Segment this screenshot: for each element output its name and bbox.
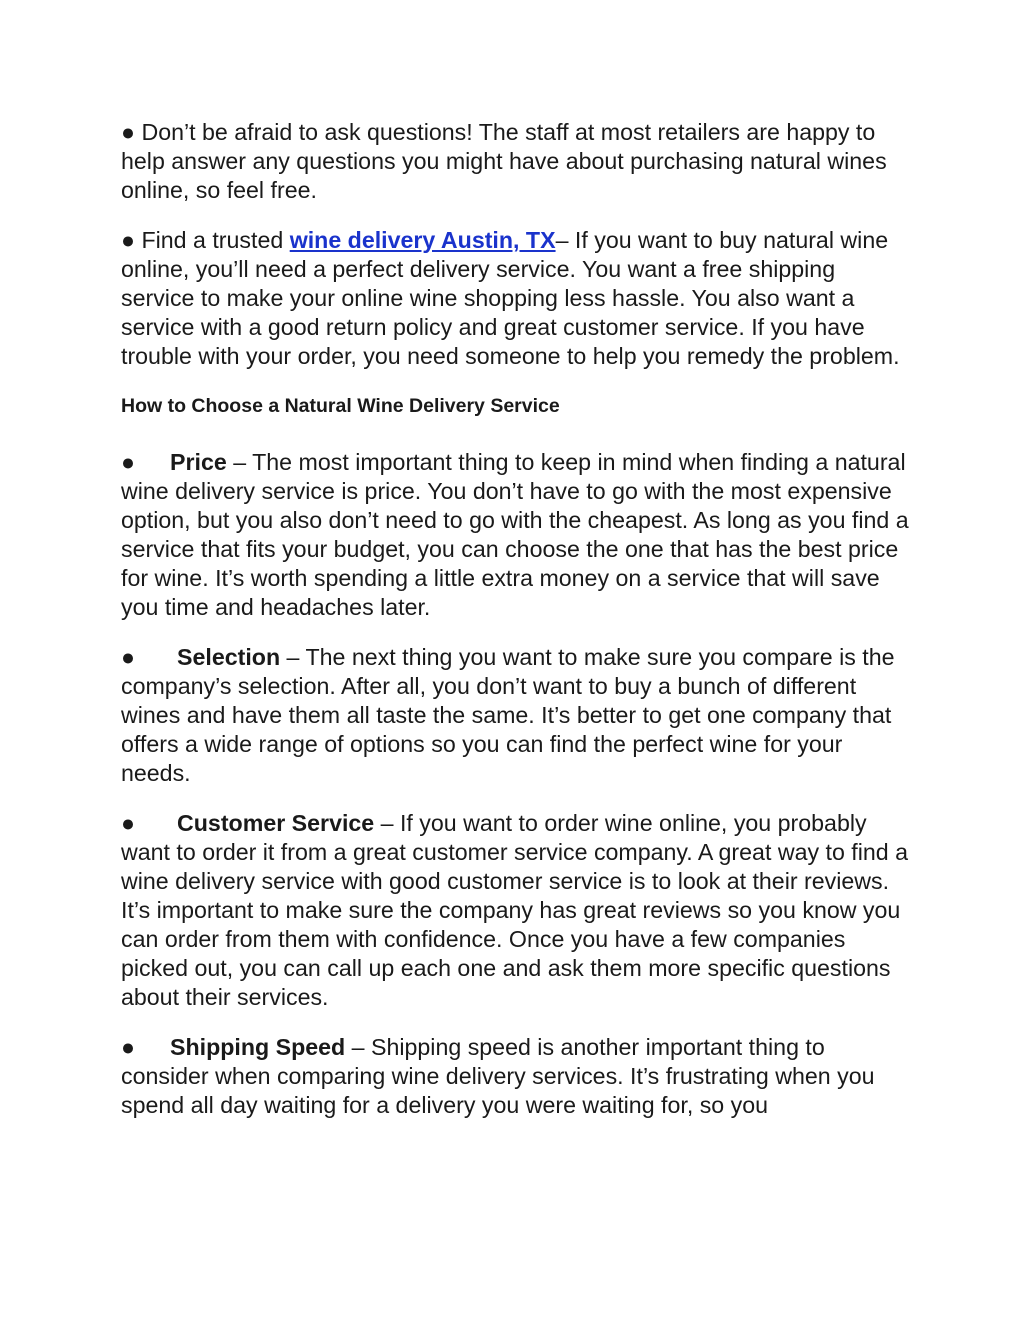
bullet-glyph: ● xyxy=(121,644,136,670)
item-text: – The most important thing to keep in mind when finding a natural wine delivery service is price. You don’t have to go with the most expensive option, but you also don’t need to go with the cheapest. As long as you find a service that fits your budget, you can choose the one that has the best price for wine. It’s worth spending a little extra money on a service that will save you time and headaches later. xyxy=(121,449,909,620)
item-term: Price xyxy=(170,449,227,475)
bullet-glyph: ● xyxy=(121,1034,136,1060)
wine-delivery-link[interactable]: wine delivery Austin, TX xyxy=(289,227,556,253)
item-price xyxy=(121,448,911,622)
document-page xyxy=(121,118,911,1141)
item-shipping-speed xyxy=(121,1033,911,1120)
bullet-glyph: ● xyxy=(121,227,136,253)
bullet-ask-questions xyxy=(121,118,911,205)
bullet-find-delivery xyxy=(121,226,911,371)
bullet-glyph: ● xyxy=(121,119,136,145)
bullet-glyph: ● xyxy=(121,810,136,836)
bullet-prefix: Find a trusted xyxy=(135,227,290,253)
item-term: Shipping Speed xyxy=(170,1034,346,1060)
section-heading: How to Choose a Natural Wine Delivery Service xyxy=(121,395,560,417)
bullet-glyph: ● xyxy=(121,449,136,475)
bullet-text: Don’t be afraid to ask questions! The staff at most retailers are happy to help answer any questions you might have about purchasing natural wines online, so feel free. xyxy=(121,119,887,203)
item-selection xyxy=(121,643,911,788)
item-text: – Shipping speed is another important thing to consider when comparing wine delivery services. It’s frustrating when you spend all day waiting for a delivery you were waiting for, so you xyxy=(121,1034,875,1118)
item-text: – The next thing you want to make sure you compare is the company’s selection. After all, you don’t want to buy a bunch of different wines and have them all taste the same. It’s better to get one company that offers a wide range of options so you can find the perfect wine for your needs. xyxy=(121,644,895,786)
item-text: – If you want to order wine online, you probably want to order it from a great customer service company. A great way to find a wine delivery service with good customer service is to look at their reviews. It’s important to make sure the company has great reviews so you know you can order from them with confidence. Once you have a few companies picked out, you can call up each one and ask them more specific questions about their services. xyxy=(121,810,909,1010)
item-term: Selection xyxy=(177,644,281,670)
bullet-text: – If you want to buy natural wine online, you’ll need a perfect delivery service. You want a free shipping service to make your online wine shopping less hassle. You also want a service with a good return policy and great customer service. If you have trouble with your order, you need someone to help you remedy the problem. xyxy=(121,227,900,369)
item-term: Customer Service xyxy=(177,810,375,836)
item-customer-service xyxy=(121,809,911,1012)
